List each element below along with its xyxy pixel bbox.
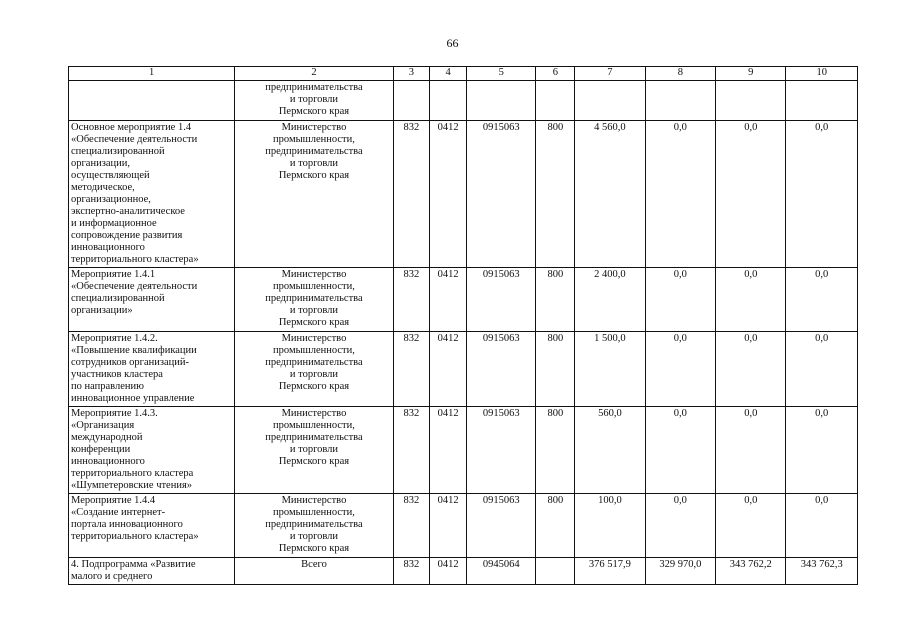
executor [235,121,393,268]
code-cs: 0915063 [467,268,536,332]
header-col-8: 8 [645,67,715,81]
code-rz [430,81,467,121]
activity-name-text: Мероприятие 1.4.3. «Организация международной конференции инновационного территориального кластера «Шумпетеровские чтения» [71,408,194,491]
executor [235,81,393,121]
amount-col-9: 0,0 [716,407,786,494]
amount-col-10: 0,0 [786,268,858,332]
executor [235,268,393,332]
amount-col-10: 0,0 [786,494,858,558]
executor-text: Министерство промышленности, предпринимательства и торговли Пермского края [265,408,363,467]
activity-name-text: Мероприятие 1.4.4 «Создание интернет- портала инновационного территориального кластера» [71,495,199,542]
code-cs: 0915063 [467,494,536,558]
amount-col-8: 0,0 [645,494,715,558]
code-rz: 0412 [430,558,467,585]
code-cs: 0945064 [467,558,536,585]
amount-col-7: 376 517,9 [575,558,645,585]
executor-text: Министерство промышленности, предпринимательства и торговли Пермского края [265,122,363,181]
code-vr [536,558,575,585]
code-rz: 0412 [430,121,467,268]
header-col-10: 10 [786,67,858,81]
header-col-9: 9 [716,67,786,81]
activity-name [69,332,235,407]
header-row [69,67,858,81]
activity-name [69,558,235,585]
activity-name [69,407,235,494]
activity-name [69,121,235,268]
activity-name-text: Мероприятие 1.4.1 «Обеспечение деятельности специализированной организации» [71,269,198,316]
page-number: 66 [446,36,459,50]
code-gr: 832 [393,121,430,268]
code-cs: 0915063 [467,407,536,494]
table-row [69,494,858,558]
amount-col-7: 2 400,0 [575,268,645,332]
amount-col-9: 0,0 [716,121,786,268]
amount-col-7: 1 500,0 [575,332,645,407]
code-vr: 800 [536,332,575,407]
amount-col-8: 0,0 [645,121,715,268]
amount-col-9: 0,0 [716,332,786,407]
header-col-3: 3 [393,67,430,81]
executor [235,332,393,407]
table-row [69,407,858,494]
code-vr: 800 [536,407,575,494]
activity-name [69,268,235,332]
header-col-7: 7 [575,67,645,81]
activity-name-text: 4. Подпрограмма «Развитие малого и среднего [71,559,196,582]
header-col-6: 6 [536,67,575,81]
code-vr: 800 [536,121,575,268]
executor [235,494,393,558]
amount-col-9: 343 762,2 [716,558,786,585]
executor-text: Министерство промышленности, предпринимательства и торговли Пермского края [265,269,363,328]
code-cs: 0915063 [467,121,536,268]
activity-name [69,494,235,558]
code-gr [393,81,430,121]
code-vr: 800 [536,494,575,558]
amount-col-10 [786,81,858,121]
amount-col-7: 100,0 [575,494,645,558]
amount-col-7: 560,0 [575,407,645,494]
amount-col-9 [716,81,786,121]
amount-col-7 [575,81,645,121]
amount-col-10: 0,0 [786,121,858,268]
code-rz: 0412 [430,494,467,558]
executor-text: предпринимательства и торговли Пермского края [265,82,363,117]
budget-table [68,66,858,585]
amount-col-10: 0,0 [786,332,858,407]
amount-col-8: 0,0 [645,332,715,407]
code-cs: 0915063 [467,332,536,407]
amount-col-9: 0,0 [716,268,786,332]
code-rz: 0412 [430,268,467,332]
code-rz: 0412 [430,332,467,407]
table-row [69,332,858,407]
header-col-1: 1 [69,67,235,81]
code-gr: 832 [393,332,430,407]
activity-name-text: Основное мероприятие 1.4 «Обеспечение деятельности специализированной организации, осуществляющей методическое, организационное, экспертно-аналитическое и информационное сопровождение развития инновационного территориального кластера» [71,122,199,265]
executor-text: Министерство промышленности, предпринимательства и торговли Пермского края [265,495,363,554]
amount-col-8: 0,0 [645,407,715,494]
table-row [69,81,858,121]
header-col-5: 5 [467,67,536,81]
code-vr: 800 [536,268,575,332]
amount-col-10: 0,0 [786,407,858,494]
amount-col-9: 0,0 [716,494,786,558]
code-vr [536,81,575,121]
executor-text: Всего [301,559,327,570]
code-gr: 832 [393,407,430,494]
code-cs [467,81,536,121]
activity-name [69,81,235,121]
header-col-2: 2 [235,67,393,81]
header-col-4: 4 [430,67,467,81]
amount-col-8: 329 970,0 [645,558,715,585]
executor-text: Министерство промышленности, предпринимательства и торговли Пермского края [265,333,363,392]
executor [235,407,393,494]
code-gr: 832 [393,494,430,558]
amount-col-8: 0,0 [645,268,715,332]
code-gr: 832 [393,558,430,585]
table-row [69,121,858,268]
amount-col-7: 4 560,0 [575,121,645,268]
executor [235,558,393,585]
code-gr: 832 [393,268,430,332]
table-row [69,558,858,585]
code-rz: 0412 [430,407,467,494]
table-row [69,268,858,332]
amount-col-10: 343 762,3 [786,558,858,585]
activity-name-text: Мероприятие 1.4.2. «Повышение квалификации сотрудников организаций- участников кластера по направлению инновационное управление [71,333,197,404]
amount-col-8 [645,81,715,121]
